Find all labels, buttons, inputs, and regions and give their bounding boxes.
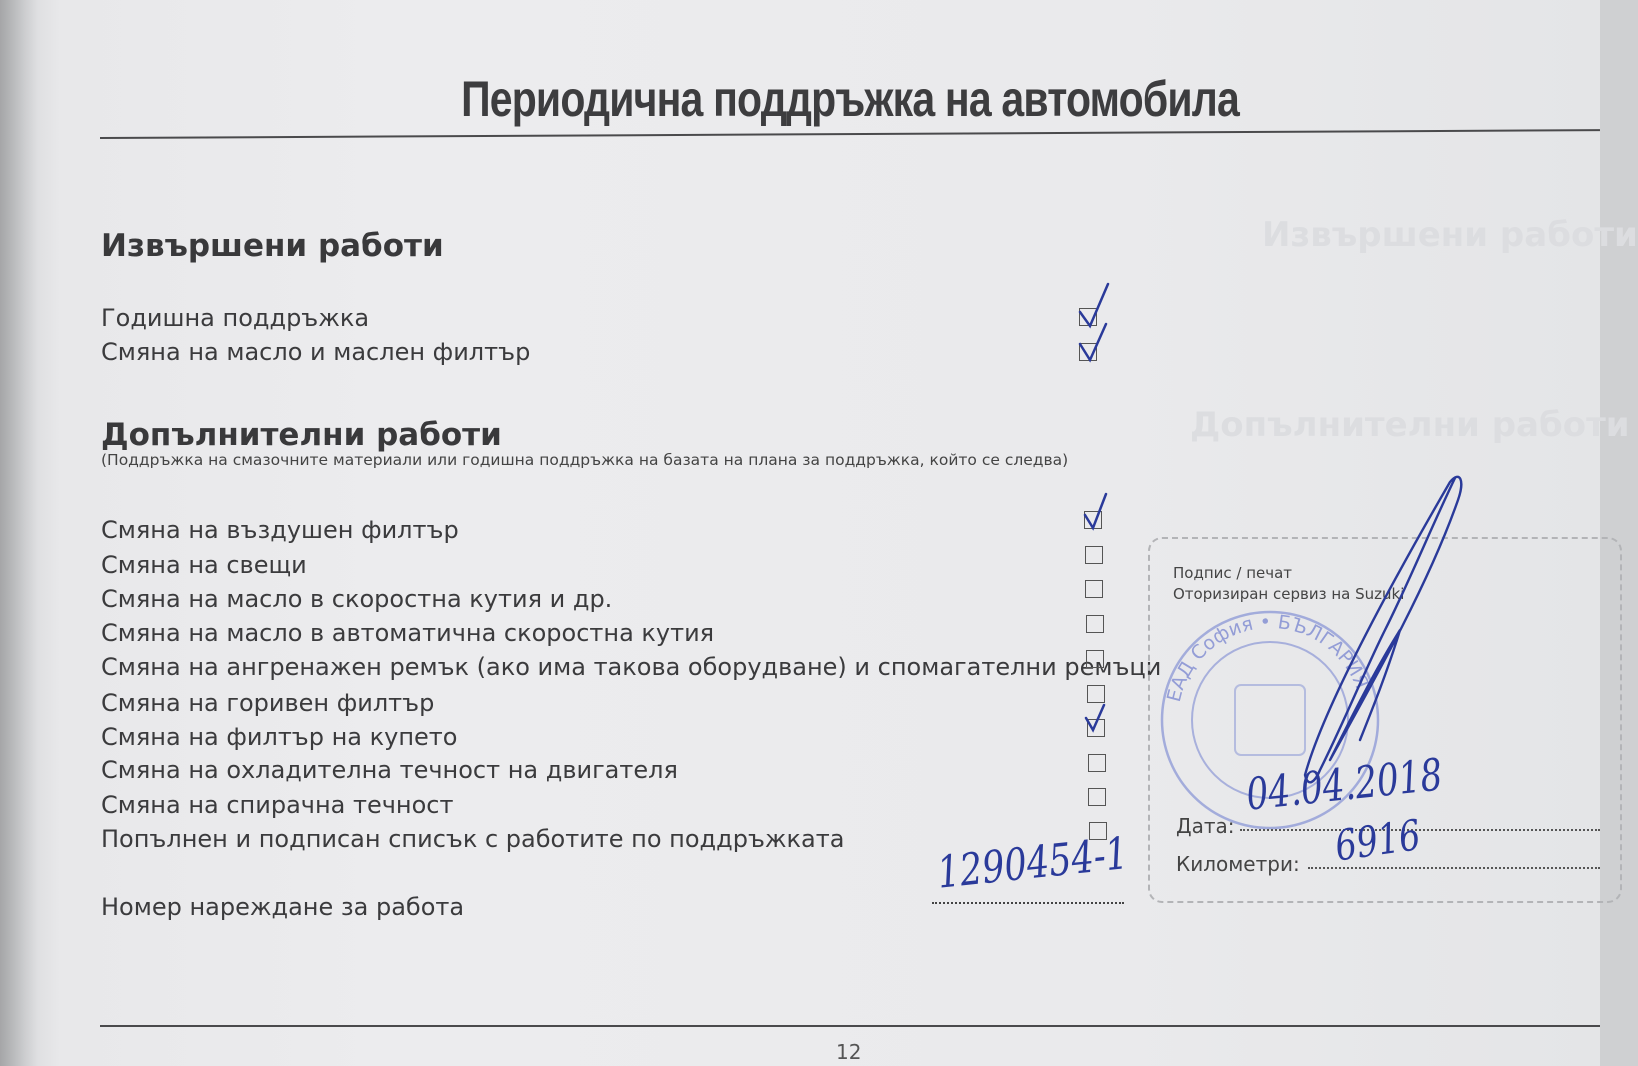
date-dotted-line bbox=[1240, 829, 1600, 831]
checkbox-brake-fluid[interactable] bbox=[1088, 788, 1106, 806]
additional-item-cabin-filter: Смяна на филтър на купето bbox=[101, 723, 458, 751]
title-divider bbox=[100, 129, 1600, 139]
page-number: 12 bbox=[836, 1040, 862, 1064]
performed-item-oil: Смяна на масло и маслен филтър bbox=[101, 338, 531, 366]
date-label: Дата: bbox=[1176, 814, 1235, 838]
additional-item-fuel-filter: Смяна на горивен филтър bbox=[101, 689, 435, 717]
check-mark-annual bbox=[1080, 284, 1108, 326]
kilometers-label: Километри: bbox=[1176, 852, 1300, 876]
handwritten-checkmarks bbox=[1060, 270, 1130, 740]
bleed-through-heading-1: Извършени работи bbox=[1262, 215, 1638, 255]
additional-item-auto-gearbox-oil: Смяна на масло в автоматична скоростна кутия bbox=[101, 619, 715, 647]
page-binding-shadow bbox=[0, 0, 38, 1066]
bleed-through-heading-2: Допълнителни работи bbox=[1190, 405, 1630, 445]
additional-item-gearbox-oil: Смяна на масло в скоростна кутия и др. bbox=[101, 585, 613, 613]
work-order-number[interactable]: 1290454-1 bbox=[935, 828, 1131, 899]
stamp-text: ЕАД София • БЪЛГАРИЯ bbox=[1162, 610, 1373, 705]
work-order-dotted-line bbox=[932, 902, 1124, 904]
page-title: Периодична поддръжка на автомобила bbox=[461, 71, 1239, 127]
work-order-label: Номер нареждане за работа bbox=[101, 893, 465, 921]
footer-divider bbox=[100, 1025, 1600, 1027]
performed-item-annual: Годишна поддръжка bbox=[101, 304, 370, 332]
additional-heading: Допълнителни работи bbox=[101, 417, 502, 453]
additional-item-timing-belt: Смяна на ангренажен ремък (ако има такова оборудване) и спомагателни ремъци bbox=[101, 653, 1162, 681]
check-mark-oil bbox=[1080, 324, 1106, 360]
additional-item-spark-plugs: Смяна на свещи bbox=[101, 551, 307, 579]
checkbox-coolant[interactable] bbox=[1088, 754, 1106, 772]
signature-label: Подпис / печат bbox=[1173, 564, 1293, 582]
authorized-service-label: Оторизиран сервиз на Suzuki bbox=[1173, 585, 1405, 603]
additional-item-checklist: Попълнен и подписан списък с работите по поддръжката bbox=[101, 825, 845, 853]
performed-heading: Извършени работи bbox=[101, 228, 444, 264]
check-mark-cabin-filter bbox=[1086, 705, 1104, 730]
additional-item-coolant: Смяна на охладителна течност на двигателя bbox=[101, 756, 678, 784]
handwritten-signature bbox=[1260, 470, 1480, 800]
additional-item-brake-fluid: Смяна на спирачна течност bbox=[101, 791, 454, 819]
check-mark-air-filter bbox=[1085, 494, 1106, 528]
additional-item-air-filter: Смяна на въздушен филтър bbox=[101, 516, 459, 544]
additional-note: (Поддръжка на смазочните материали или годишна поддръжка на базата на плана за поддръжка, който се следва) bbox=[101, 451, 1069, 469]
kilometers-value[interactable]: 6916 bbox=[1332, 810, 1424, 871]
date-value[interactable]: 04.04.2018 bbox=[1244, 749, 1445, 821]
